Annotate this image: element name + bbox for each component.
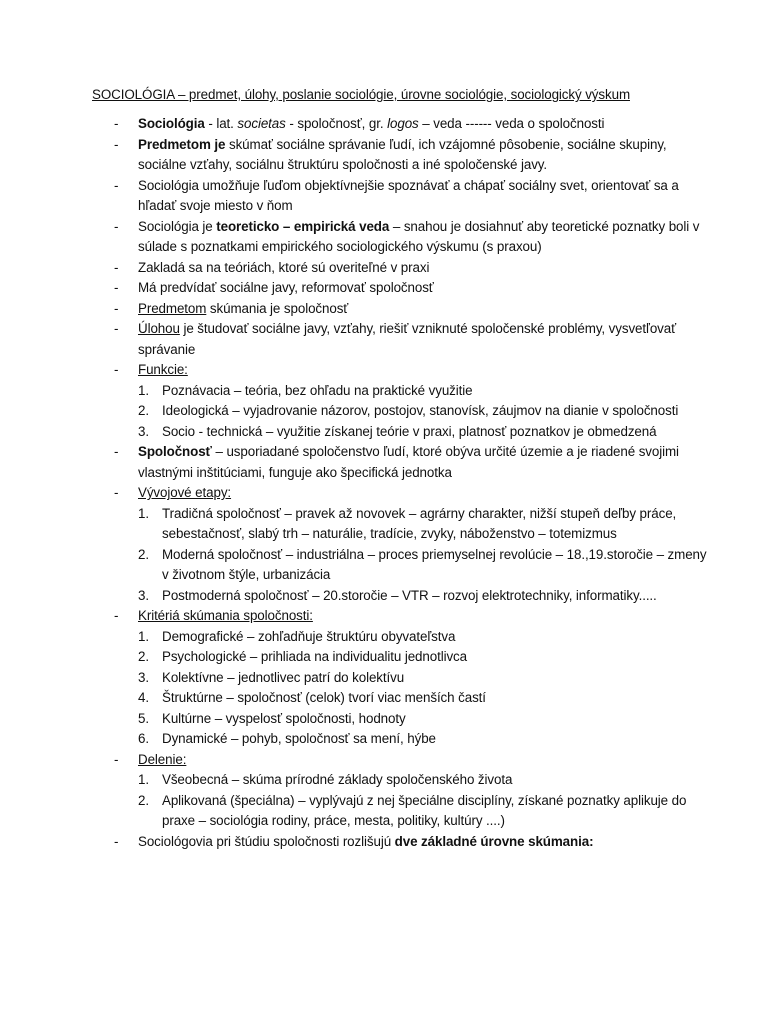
list-item-predmetom-je	[92, 135, 708, 176]
term-predmetom: Predmetom	[138, 300, 207, 316]
section-label-vyvojove-etapy: Vývojové etapy:	[138, 485, 232, 500]
sublist-item	[138, 729, 708, 750]
item-number: 1.	[138, 772, 149, 787]
item-text: Aplikovaná (špeciálna) – vyplývajú z nej špeciálne disciplíny, získané poznatky aplikuje do praxe – sociológia rodiny, práce, mesta, politiky, kultúry ....)	[162, 792, 687, 828]
item-number: 2.	[138, 546, 149, 562]
list-item-vyvojove-etapy	[92, 483, 708, 606]
text-fragment: spoločnosť, gr.	[297, 116, 388, 131]
bullet-dash: -	[114, 136, 119, 152]
document-title: SOCIOLÓGIA – predmet, úlohy, poslanie sociológie, úrovne sociológie, sociologický výskum	[92, 87, 630, 102]
text-fragment: skúmať sociálne správanie ľudí, ich vzájomné pôsobenie, sociálne skupiny, sociálne vzťahy, sociálnu štruktúru spoločnosti a iné spoločenské javy.	[138, 136, 667, 172]
section-label-funkcie: Funkcie:	[138, 362, 188, 377]
item-text: Tradičná spoločnosť – pravek až novovek – agrárny charakter, nižší stupeň deľby práce, sebestačnosť, slabý trh – naturálie, tradície, zvyky, náboženstvo – totemizmus	[162, 505, 677, 541]
section-label-delenie: Delenie:	[138, 751, 187, 767]
text-fragment: Sociológovia pri štúdiu spoločnosti rozlišujú	[138, 833, 395, 849]
list-item-delenie	[92, 750, 708, 832]
item-text: Ideologická – vyjadrovanie názorov, postojov, stanovísk, záujmov na dianie v spoločnosti	[162, 403, 679, 418]
text-fragment: Má predvídať sociálne javy, reformovať spoločnosť	[138, 280, 434, 295]
item-text: Všeobecná – skúma prírodné základy spoločenského života	[162, 772, 513, 787]
item-text: Štruktúrne – spoločnosť (celok) tvorí viac menších častí	[162, 690, 486, 705]
bullet-dash: -	[114, 116, 119, 131]
item-number: 3.	[138, 669, 149, 685]
sublist-item	[138, 381, 708, 402]
text-fragment: Sociológia je	[138, 218, 217, 234]
bullet-dash: -	[114, 177, 119, 193]
item-number: 2.	[138, 403, 149, 418]
list-item-predvidat	[92, 278, 708, 299]
bullet-dash: -	[114, 833, 119, 849]
term-teoreticko-empiricka-veda: teoreticko – empirická veda	[216, 218, 390, 234]
item-text: Dynamické – pohyb, spoločnosť sa mení, hýbe	[162, 731, 436, 746]
sublist-item	[138, 647, 708, 668]
bullet-dash: -	[114, 280, 119, 295]
sublist-item	[138, 770, 708, 791]
term-logos: logos	[387, 116, 419, 131]
item-number: 3.	[138, 423, 149, 439]
list-item-umoznuje	[92, 176, 708, 217]
item-text: Kolektívne – jednotlivec patrí do kolektívu	[162, 669, 405, 685]
item-number: 2.	[138, 792, 149, 808]
item-number: 1.	[138, 505, 149, 521]
sublist-item	[138, 688, 708, 709]
item-number: 3.	[138, 587, 149, 603]
sublist-funkcie	[138, 381, 708, 443]
sublist-item	[138, 504, 708, 545]
list-item-funkcie	[92, 360, 708, 442]
sublist-kriteria	[138, 627, 708, 750]
sublist-delenie	[138, 770, 708, 832]
item-number: 2.	[138, 649, 149, 664]
item-number: 1.	[138, 382, 149, 398]
item-number: 4.	[138, 690, 149, 705]
text-fragment: – veda ------ veda o spoločnosti	[418, 116, 605, 131]
list-item-predmetom-skumania	[92, 299, 708, 320]
text-fragment: – usporiadané spoločenstvo ľudí, ktoré obýva určité územie a je riadené svojimi vlastnými inštitúciami, funguje ako špecifická jednotka	[138, 444, 679, 480]
term-predmetom-je: Predmetom je	[138, 136, 226, 152]
sublist-vyvojove-etapy	[138, 504, 708, 607]
bullet-dash: -	[114, 485, 119, 500]
item-number: 1.	[138, 628, 149, 644]
item-text: Psychologické – prihliada na individualitu jednotlivca	[162, 649, 468, 664]
text-fragment: skúmania je spoločnosť	[206, 300, 349, 316]
list-item-kriteria	[92, 606, 708, 750]
text-fragment: Zakladá sa na teóriách, ktoré sú overiteľné v praxi	[138, 259, 430, 275]
sublist-item	[138, 586, 708, 607]
text-fragment: je študovať sociálne javy, vzťahy, riešiť vzniknuté spoločenské problémy, vysvetľovať správanie	[138, 321, 677, 357]
item-text: Kultúrne – vyspelosť spoločnosti, hodnoty	[162, 710, 406, 726]
sublist-item	[138, 791, 708, 832]
term-ulohou: Úlohou	[138, 321, 180, 336]
list-item-teoreticko-empiricka	[92, 217, 708, 258]
item-text: Moderná spoločnosť – industriálna – proces priemyselnej revolúcie – 18.,19.storočie – zmeny v životnom štýle, urbanizácia	[162, 546, 707, 582]
sublist-item	[138, 668, 708, 689]
item-text: Socio - technická – využitie získanej teórie v praxi, platnosť poznatkov je obmedzená	[162, 423, 657, 439]
item-text: Demografické – zohľadňuje štruktúru obyvateľstva	[162, 628, 456, 644]
bullet-dash: -	[114, 751, 119, 767]
bullet-dash: -	[114, 300, 119, 316]
term-dve-zakladne-urovne: dve základné úrovne skúmania:	[394, 833, 594, 849]
text-fragment: – snahou je dosiahnuť aby teoretické poznatky boli v súlade s poznatkami empirického sociologického výskumu (s praxou)	[138, 218, 700, 254]
item-number: 5.	[138, 710, 149, 726]
main-bullet-list	[92, 114, 708, 852]
bullet-dash: -	[114, 218, 119, 234]
text-fragment: Sociológia umožňuje ľuďom objektívnejšie spoznávať a chápať sociálny svet, orientovať sa a hľadať svoje miesto v ňom	[138, 177, 679, 213]
sublist-item	[138, 401, 708, 422]
bullet-dash: -	[114, 259, 119, 275]
item-number: 6.	[138, 731, 149, 746]
text-fragment: - lat.	[204, 116, 238, 131]
bullet-dash: -	[114, 321, 119, 336]
bullet-dash: -	[114, 444, 119, 459]
sublist-item	[138, 709, 708, 730]
section-label-kriteria: Kritériá skúmania spoločnosti:	[138, 608, 313, 623]
item-text: Poznávacia – teória, bez ohľadu na praktické využitie	[162, 382, 473, 398]
sublist-item	[138, 545, 708, 586]
list-item-urovne-skumania	[92, 832, 708, 853]
bullet-dash: -	[114, 362, 119, 377]
term-spolocnost: Spoločnosť	[138, 444, 212, 459]
list-item-sociologia	[92, 114, 708, 135]
list-item-spolocnost	[92, 442, 708, 483]
bullet-dash: -	[114, 608, 119, 623]
text-fragment: -	[285, 116, 298, 131]
sublist-item	[138, 422, 708, 443]
item-text: Postmoderná spoločnosť – 20.storočie – VTR – rozvoj elektrotechniky, informatiky.....	[162, 587, 657, 603]
list-item-ulohou	[92, 319, 708, 360]
term-societas: societas	[237, 116, 286, 131]
term-sociologia: Sociológia	[138, 116, 205, 131]
list-item-zaklada-sa	[92, 258, 708, 279]
sublist-item	[138, 627, 708, 648]
